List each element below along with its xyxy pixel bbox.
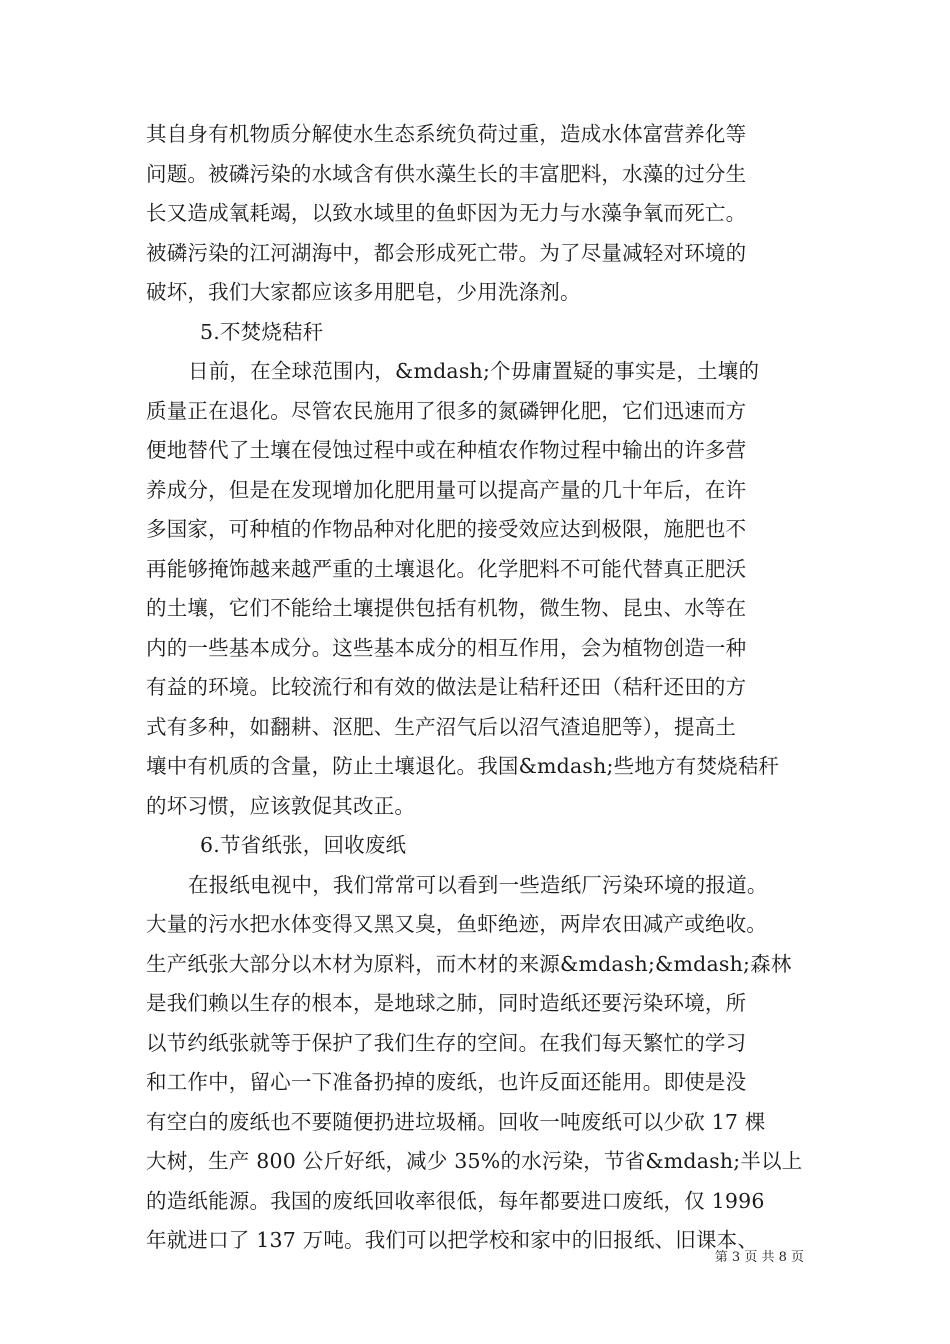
- paragraph-line: 式有多种，如翻耕、沤肥、生产沼气后以沼气渣追肥等），提高土: [146, 714, 737, 739]
- paragraph-line: 问题。被磷污染的水域含有供水藻生长的丰富肥料，水藻的过分生: [146, 161, 747, 186]
- body-text: [146, 115, 810, 1261]
- paragraph-line: 便地替代了土壤在侵蚀过程中或在种植农作物过程中输出的许多营: [146, 438, 747, 462]
- section-heading: 6.节省纸张，回收废纸: [200, 833, 407, 857]
- paragraph-line: 的造纸能源。我国的废纸回收率很低，每年都要进口废纸，仅 1996: [146, 1188, 765, 1213]
- paragraph-line: 的土壤，它们不能给土壤提供包括有机物，微生物、昆虫、水等在: [146, 596, 747, 620]
- paragraph-line: 养成分，但是在发现增加化肥用量可以提高产量的几十年后，在许: [146, 477, 747, 502]
- paragraph-line: 多国家，可种植的作物品种对化肥的接受效应达到极限，施肥也不: [146, 517, 747, 541]
- paragraph-line: 生产纸张大部分以木材为原料，而木材的来源&mdash;&mdash;森林: [146, 951, 792, 976]
- paragraph-line: 日前，在全球范围内，&mdash;个毋庸置疑的事实是，土壤的: [188, 359, 760, 383]
- paragraph-line: 其自身有机物质分解使水生态系统负荷过重，造成水体富营养化等: [146, 122, 747, 146]
- paragraph-line: 大树，生产 800 公斤好纸，减少 35%的水污染，节省&mdash;半以上: [146, 1149, 803, 1173]
- paragraph-line: 大量的污水把水体变得又黑又臭，鱼虾绝迹，两岸农田减产或绝收。: [146, 912, 767, 936]
- paragraph-line: 被磷污染的江河湖海中，都会形成死亡带。为了尽量减轻对环境的: [146, 240, 747, 265]
- paragraph-line: 长又造成氧耗竭，以致水域里的鱼虾因为无力与水藻争氧而死亡。: [146, 201, 747, 225]
- paragraph-line: 内的一些基本成分。这些基本成分的相互作用，会为植物创造一种: [146, 635, 747, 660]
- paragraph-line: 有益的环境。比较流行和有效的做法是让秸秆还田（秸秆还田的方: [146, 675, 747, 699]
- section-heading: 5.不焚烧秸秆: [200, 319, 324, 344]
- paragraph-line: 再能够掩饰越来越严重的土壤退化。化学肥料不可能代替真正肥沃: [146, 556, 747, 581]
- paragraph-line: 有空白的废纸也不要随便扔进垃圾桶。回收一吨废纸可以少砍 17 棵: [146, 1109, 766, 1134]
- paragraph-line: 是我们赖以生存的根本，是地球之肺，同时造纸还要污染环境，所: [146, 991, 747, 1015]
- paragraph-line: 年就进口了 137 万吨。我们可以把学校和家中的旧报纸、旧课本、: [146, 1228, 759, 1252]
- paragraph-line: 质量正在退化。尽管农民施用了很多的氮磷钾化肥，它们迅速而方: [146, 398, 747, 423]
- paragraph-line: 在报纸电视中，我们常常可以看到一些造纸厂污染环境的报道。: [188, 872, 768, 897]
- paragraph-line: 以节约纸张就等于保护了我们生存的空间。在我们每天繁忙的学习: [146, 1030, 747, 1055]
- page-number: 第 3 页 共 8 页: [714, 1250, 804, 1265]
- paragraph-line: 壤中有机质的含量，防止土壤退化。我国&mdash;些地方有焚烧秸秆: [146, 754, 780, 778]
- paragraph-line: 和工作中，留心一下准备扔掉的废纸，也许反面还能用。即使是没: [146, 1070, 747, 1094]
- paragraph-line: 破坏，我们大家都应该多用肥皂，少用洗涤剂。: [146, 280, 581, 304]
- paragraph-line: 的坏习惯，应该敦促其改正。: [146, 793, 416, 818]
